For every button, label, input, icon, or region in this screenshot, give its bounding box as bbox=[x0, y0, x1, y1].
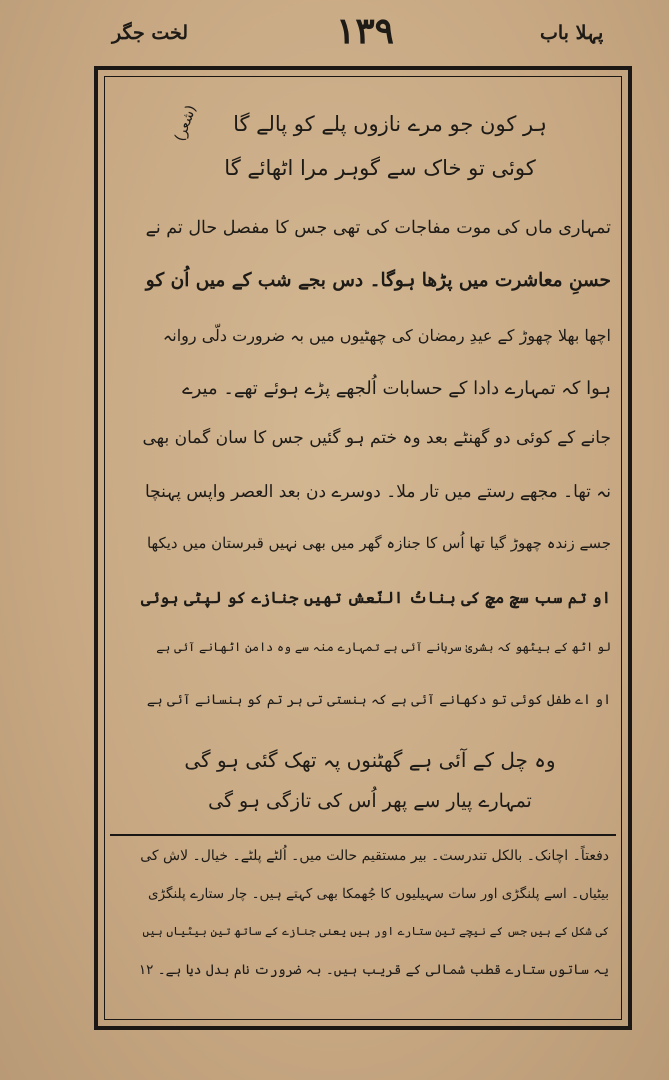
footnote-line: بیٹیاں۔ اسے پلنگڑی اور سات سہیلیوں کا جُھمکا بھی کہتے ہیں۔ چار ستارے پلنگڑی bbox=[148, 886, 609, 902]
page-header bbox=[0, 8, 669, 58]
couplet-line: ہر کون جو مرے نازوں پلے کو پالے گا bbox=[233, 112, 547, 136]
paragraph-line: تمہاری ماں کی موت مفاجات کی تھی جس کا مفصل حال تم نے bbox=[145, 218, 611, 238]
footnote-line: یہ ساتوں ستارے قطب شمالی کے قریب ہیں۔ بہ ضرورت نام بدل دیا ہے۔ ۱۲ bbox=[138, 962, 609, 978]
paragraph-line: اچھا بھلا چھوڑ کے عیدِ رمضان کی چھٹیوں میں بہ ضرورت دلّی روانہ bbox=[162, 326, 611, 345]
couplet-line: کوئی تو خاک سے گوہر مرا اٹھائے گا bbox=[224, 156, 536, 180]
paragraph-line: او تم سب سچ مچ کی بناتُ النّعش تھیں جنازے کو لپٹی ہوئی bbox=[141, 588, 611, 607]
footnote-line: دفعتاً۔ اچانک۔ بالکل تندرست۔ بیر مستقیم حالت میں۔ اُلٹے پلٹے۔ خیال۔ لاش کی bbox=[140, 848, 609, 864]
chapter-title: پہلا باب bbox=[540, 22, 604, 44]
footnote-divider bbox=[110, 834, 616, 836]
verse-line: او اے طفل کوئی تو دکھانے آئی ہے کہ ہنستی تی ہر تم کو ہنسانے آئی ہے bbox=[146, 692, 611, 708]
footnote-line: کی شکل کے ہیں جس کے نیچے تین ستارے اور ہیں یعنی جنازے کے ساتھ تین بیٹیاں ہیں bbox=[142, 924, 609, 938]
paragraph-line: نہ تھا۔ مجھے رستے میں تار ملا۔ دوسرے دن بعد العصر واپس پہنچا bbox=[145, 482, 611, 502]
page-number: ۱۳۹ bbox=[336, 10, 395, 52]
book-title: لخت جگر bbox=[112, 22, 189, 44]
paragraph-line: جانے کے کوئی دو گھنٹے بعد وہ ختم ہو گئیں جس کا سان گمان بھی bbox=[142, 428, 611, 448]
verse-marginal-note: (شعر) bbox=[172, 103, 200, 144]
paragraph-line: ہوا کہ تمہارے دادا کے حسابات اُلجھے پڑے ہوئے تھے۔ میرے bbox=[182, 378, 611, 399]
closing-couplet-line: وہ چل کے آئی ہے گھٹنوں پہ تھک گئی ہو گی bbox=[184, 748, 556, 772]
verse-line: لو اٹھ کے بیٹھو کہ بشریٰ سرہانے آئی ہے تمہارے منہ سے وہ دامن اٹھانے آئی ہے bbox=[156, 640, 611, 654]
closing-couplet-line: تمہارے پیار سے پھر اُس کی تازگی ہو گی bbox=[208, 790, 532, 812]
paragraph-line: جسے زندہ چھوڑ گیا تھا اُس کا جنازہ گھر میں بھی نہیں قبرستان میں دیکھا bbox=[146, 534, 611, 552]
paragraph-line: حسنِ معاشرت میں پڑھا ہوگا۔ دس بجے شب کے میں اُن کو bbox=[145, 270, 611, 291]
